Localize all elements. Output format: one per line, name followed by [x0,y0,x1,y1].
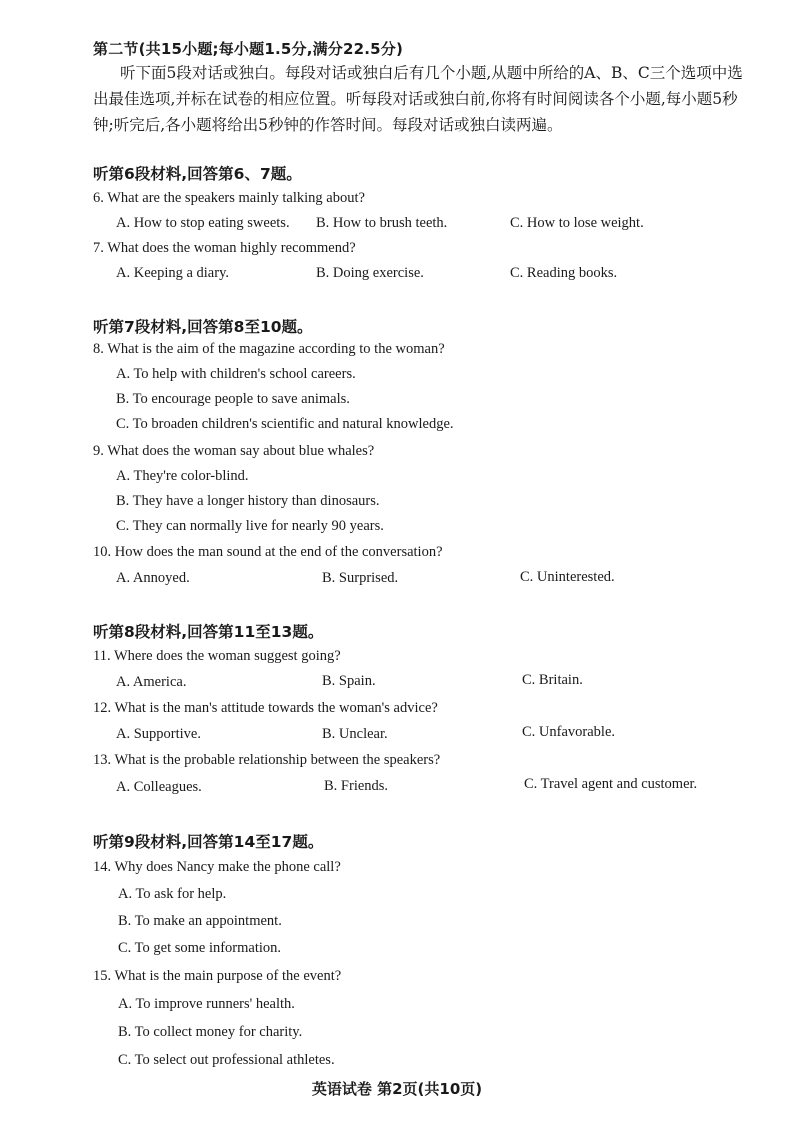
option-11a: A. America. [116,674,187,690]
question-14: 14. Why does Nancy make the phone call? [93,859,341,875]
option-15c: C. To select out professional athletes. [118,1052,335,1068]
option-10c: C. Uninterested. [520,569,615,585]
option-11c: C. Britain. [522,672,583,688]
option-14a: A. To ask for help. [118,886,227,902]
question-10: 10. How does the man sound at the end of the conversation? [93,544,443,560]
group-title-9: 听第9段材料,回答第14至17题。 [93,833,324,851]
option-15b: B. To collect money for charity. [118,1024,303,1040]
option-9a: A. They're color-blind. [116,468,249,484]
option-13a: A. Colleagues. [116,779,202,795]
option-11b: B. Spain. [322,673,376,689]
question-15: 15. What is the main purpose of the event? [93,968,342,984]
option-7a: A. Keeping a diary. [116,265,230,281]
option-10b: B. Surprised. [322,570,399,586]
option-10a: A. Annoyed. [116,570,190,586]
option-8c: C. To broaden children's scientific and natural knowledge. [116,416,454,432]
question-7: 7. What does the woman highly recommend? [93,240,356,256]
option-7b: B. Doing exercise. [316,265,424,281]
option-14b: B. To make an appointment. [118,913,282,929]
page-footer: 英语试卷 第2页(共10页) [311,1080,483,1098]
option-9b: B. They have a longer history than dinosaurs. [116,493,380,509]
group-title-6: 听第6段材料,回答第6、7题。 [93,165,302,183]
group-title-7: 听第7段材料,回答第8至10题。 [93,318,313,336]
group-title-8: 听第8段材料,回答第11至13题。 [93,623,324,641]
option-8b: B. To encourage people to save animals. [116,391,350,407]
option-13b: B. Friends. [324,778,389,794]
option-14c: C. To get some information. [118,940,282,956]
option-9c: C. They can normally live for nearly 90 years. [116,518,384,534]
option-6b: B. How to brush teeth. [316,215,448,231]
option-6c: C. How to lose weight. [510,215,644,231]
question-9: 9. What does the woman say about blue whales? [93,443,375,459]
option-7c: C. Reading books. [510,265,618,281]
question-13: 13. What is the probable relationship between the speakers? [93,752,441,768]
section-title: 第二节(共15小题;每小题1.5分,满分22.5分) [93,40,404,58]
question-11: 11. Where does the woman suggest going? [93,648,341,664]
option-12c: C. Unfavorable. [522,724,616,740]
question-8: 8. What is the aim of the magazine according to the woman? [93,341,445,357]
option-12b: B. Unclear. [322,726,388,742]
section-instructions: 听下面5段对话或独白。每段对话或独白后有几个小题,从题中所给的A、B、C三个选项中选出最佳选项,并标在试卷的相应位置。听每段对话或独白前,你将有时间阅读各个小题,每小题5秒钟;听完后,各小题将给出5秒钟的作答时间。每段对话或独白读两遍。 [93,64,743,134]
option-13c: C. Travel agent and customer. [524,776,698,792]
question-12: 12. What is the man's attitude towards the woman's advice? [93,700,438,716]
option-15a: A. To improve runners' health. [118,996,295,1012]
option-6a: A. How to stop eating sweets. [116,215,290,231]
option-12a: A. Supportive. [116,726,201,742]
option-8a: A. To help with children's school careers. [116,366,356,382]
question-6: 6. What are the speakers mainly talking about? [93,190,365,206]
